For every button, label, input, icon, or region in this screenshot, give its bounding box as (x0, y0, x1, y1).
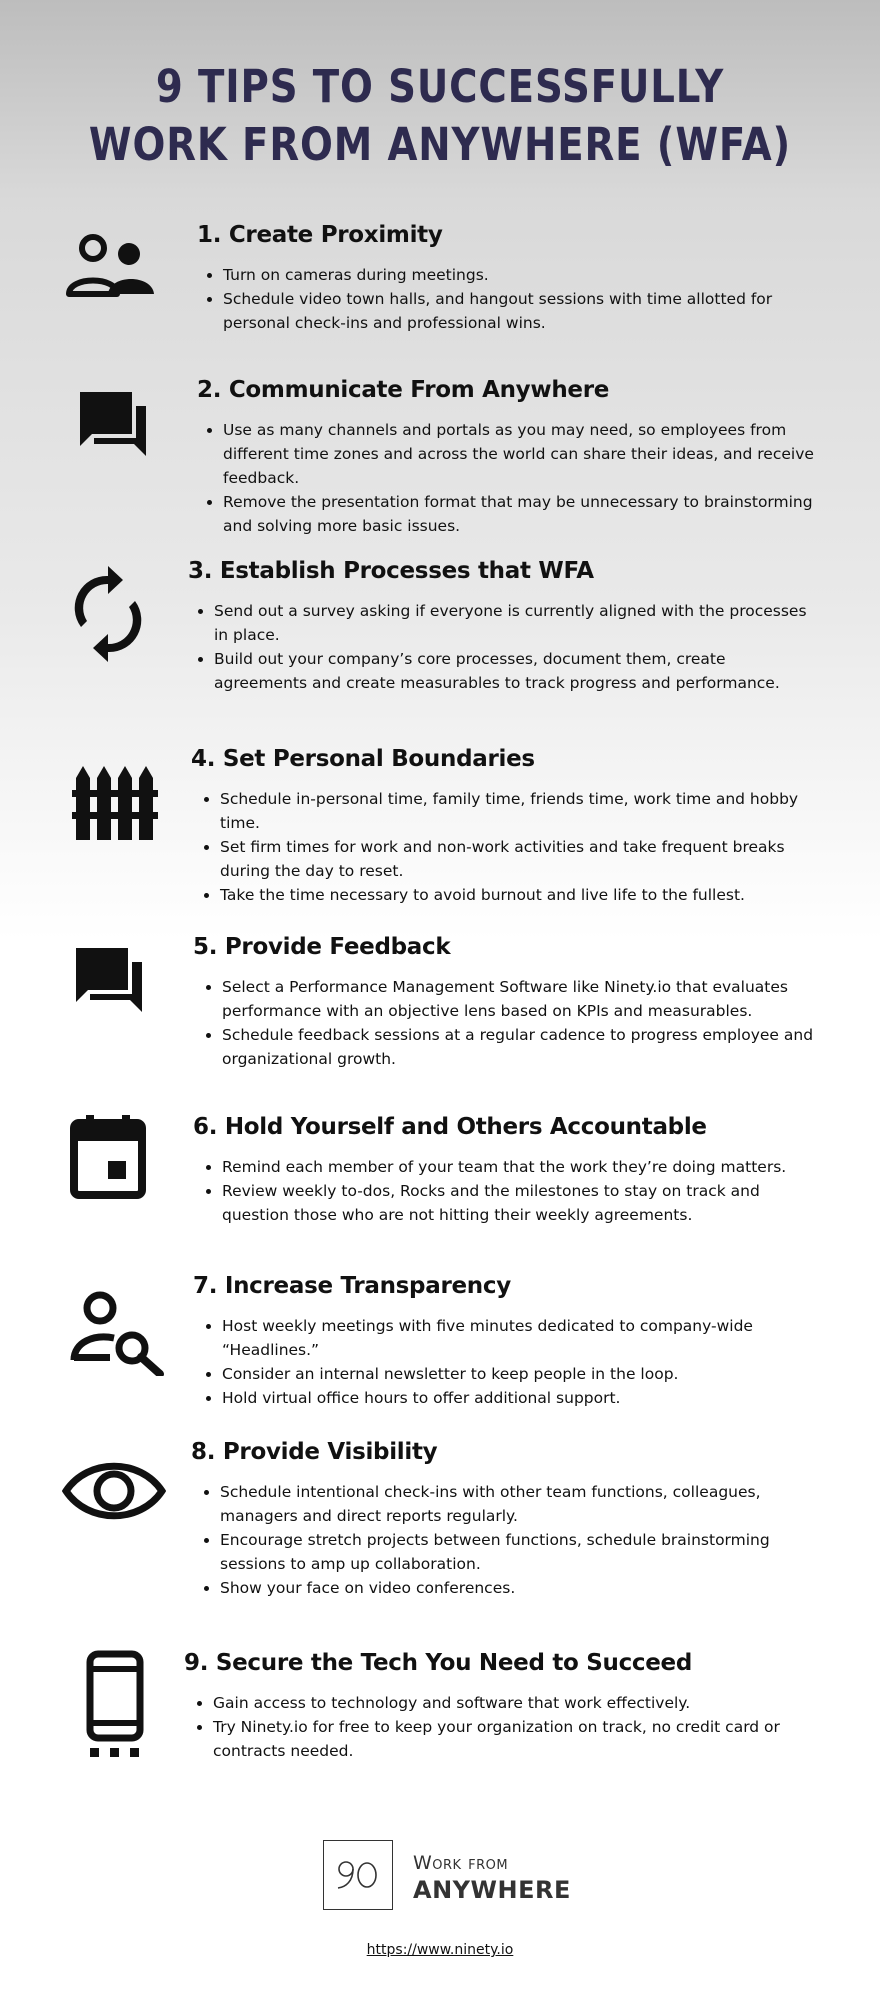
tip-bullets (187, 1691, 799, 1763)
bullet-item: • Schedule feedback sessions at a regular cadence to progress employee and organizational growth. (222, 1023, 814, 1071)
bullet-item: • Schedule in-personal time, family time, friends time, work time and hobby time. (220, 787, 818, 835)
tip-bullets (194, 1480, 812, 1600)
tip-bullets (196, 975, 814, 1071)
bullet-item: • Schedule intentional check-ins with other team functions, colleagues, managers and direct reports regularly. (220, 1480, 812, 1528)
sync-icon (71, 566, 145, 662)
bullet-item: • Consider an internal newsletter to keep people in the loop. (222, 1362, 842, 1386)
page-title-line-2: WORK FROM ANYWHERE (WFA) (88, 118, 792, 171)
bullet-item: • Host weekly meetings with five minutes dedicated to company-wide “Headlines.” (222, 1314, 842, 1362)
tip-bullets (194, 787, 818, 907)
bullet-item: • Use as many channels and portals as you may need, so employees from different time zones and across the world can share their ideas, and receive feedback. (223, 418, 815, 490)
tip-bullets (188, 599, 814, 695)
person-search-icon (70, 1290, 166, 1376)
bullet-item: • Show your face on video conferences. (220, 1576, 812, 1600)
tip-heading: 2. Communicate From Anywhere (197, 377, 610, 403)
people-icon (66, 232, 156, 298)
phone-icon (86, 1650, 144, 1758)
tip-bullets (196, 1155, 814, 1227)
tip-heading: 7. Increase Transparency (193, 1273, 511, 1299)
logo-mark (323, 1840, 393, 1910)
tip-heading: 3. Establish Processes that WFA (188, 558, 594, 584)
bullet-item: • Set firm times for work and non-work activities and take frequent breaks during the day to reset. (220, 835, 818, 883)
bullet-item: • Remind each member of your team that the work they’re doing matters. (222, 1155, 814, 1179)
chat-icon (78, 390, 148, 458)
logo-text-line-2: ANYWHERE (413, 1876, 571, 1904)
bullet-item: • Send out a survey asking if everyone is currently aligned with the processes in place. (214, 599, 814, 647)
tip-heading: 4. Set Personal Boundaries (191, 746, 535, 772)
tip-heading: 9. Secure the Tech You Need to Succeed (184, 1650, 693, 1676)
bullet-item: • Turn on cameras during meetings. (223, 263, 815, 287)
calendar-icon (70, 1115, 146, 1199)
bullet-item: • Remove the presentation format that may be unnecessary to brainstorming and solving more basic issues. (223, 490, 815, 538)
page-title-line-1: 9 TIPS TO SUCCESSFULLY (155, 60, 725, 113)
eye-icon (62, 1456, 166, 1526)
bullet-item: • Select a Performance Management Software like Ninety.io that evaluates performance with an objective lens based on KPIs and measurables. (222, 975, 814, 1023)
bullet-item: • Schedule video town halls, and hangout sessions with time allotted for personal check-ins and professional wins. (223, 287, 815, 335)
forum-icon (74, 946, 144, 1014)
bullet-item: • Build out your company’s core processes, document them, create agreements and create measurables to track progress and performance. (214, 647, 814, 695)
tip-heading: 1. Create Proximity (197, 222, 443, 248)
bullet-item: • Review weekly to-dos, Rocks and the milestones to stay on track and question those who are not hitting their weekly agreements. (222, 1179, 814, 1227)
tip-heading: 5. Provide Feedback (193, 934, 451, 960)
bullet-item: • Gain access to technology and software that work effectively. (213, 1691, 799, 1715)
bullet-item: • Try Ninety.io for free to keep your organization on track, no credit card or contracts needed. (213, 1715, 799, 1763)
tip-bullets (197, 418, 815, 538)
tip-heading: 6. Hold Yourself and Others Accountable (193, 1114, 707, 1140)
tip-bullets (196, 1314, 842, 1410)
logo-text-line-1: Work from (413, 1852, 509, 1874)
footer-url-link[interactable]: https://www.ninety.io (366, 1942, 514, 1958)
bullet-item: • Encourage stretch projects between functions, schedule brainstorming sessions to amp up collaboration. (220, 1528, 812, 1576)
bullet-item: • Take the time necessary to avoid burnout and live life to the fullest. (220, 883, 818, 907)
bullet-item: • Hold virtual office hours to offer additional support. (222, 1386, 842, 1410)
tip-heading: 8. Provide Visibility (191, 1439, 438, 1465)
page-title (62, 58, 819, 174)
tip-bullets (197, 263, 815, 335)
fence-icon (72, 762, 158, 840)
